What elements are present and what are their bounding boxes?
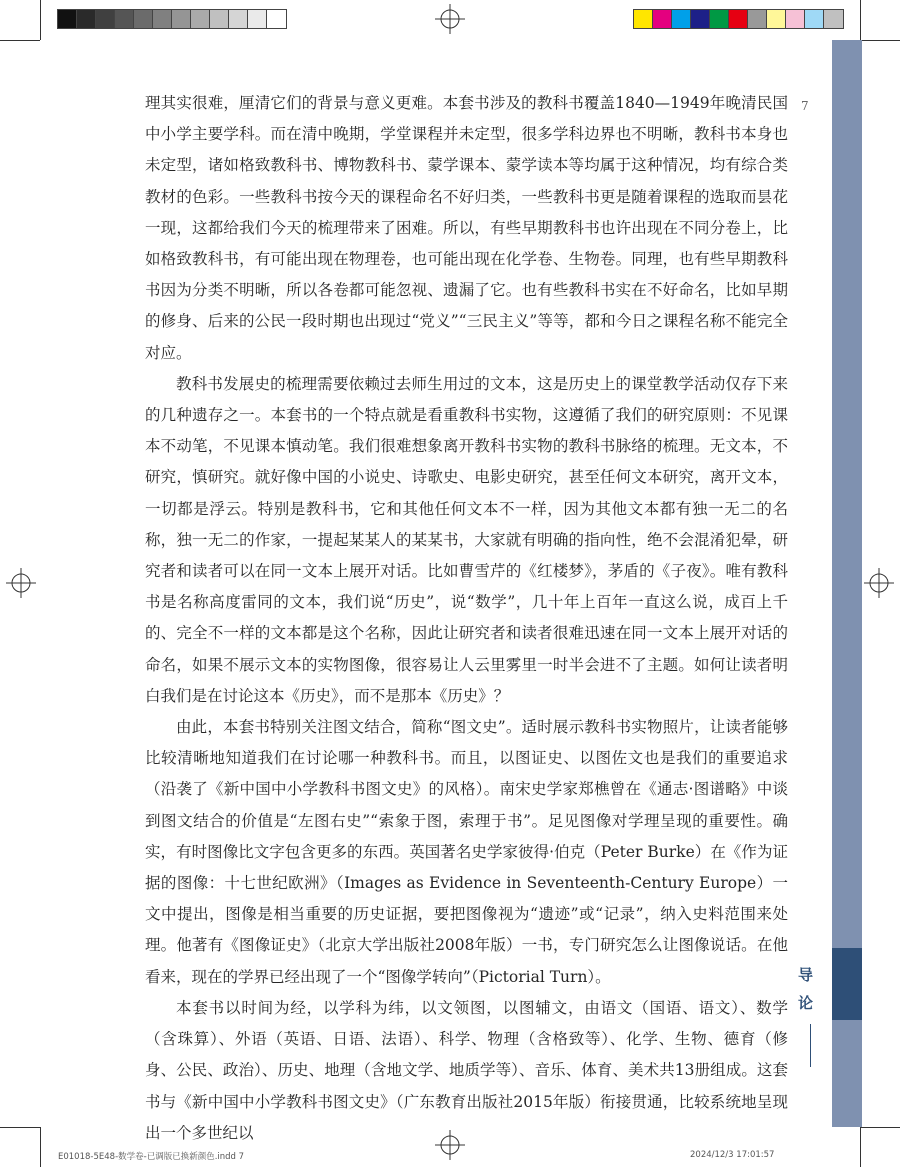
crop-mark [40,0,41,40]
body-text [145,88,788,1149]
color-swatch [134,10,153,28]
crop-mark [0,1127,40,1128]
crop-mark [860,1127,900,1128]
color-swatch [229,10,248,28]
color-swatch [634,10,653,28]
color-swatch [805,10,824,28]
color-swatch [748,10,767,28]
section-label-rule [810,1024,811,1067]
color-swatch [77,10,96,28]
color-swatch [96,10,115,28]
color-swatch [824,10,843,28]
color-swatch [248,10,267,28]
section-label-char: 导 [798,966,814,984]
color-swatch [653,10,672,28]
color-swatch [691,10,710,28]
registration-mark-icon [864,568,894,598]
crop-mark [860,0,861,40]
color-swatch [767,10,786,28]
paragraph: 教科书发展史的梳理需要依赖过去师生用过的文本，这是历史上的课堂教学活动仅存下来的几种遗存之一。本套书的一个特点就是看重教科书实物，这遵循了我们的研究原则：不见课本不动笔，不见课本慎动笔。我们很难想象离开教科书实物的教科书脉络的梳理。无文本，不研究，慎研究。就好像中国的小说史、诗歌史、电影史研究，甚至任何文本研究，离开文本，一切都是浮云。特别是教科书，它和其他任何文本不一样，因为其他文本都有独一无二的名称，独一无二的作家，一提起某某人的某某书，大家就有明确的指向性，绝不会混淆犯晕，研究者和读者可以在同一文本上展开对话。比如曹雪芹的《红楼梦》，茅盾的《子夜》。唯有教科书是名称高度雷同的文本，我们说“历史”，说“数学”，几十年上百年一直这么说，成百上千的、完全不一样的文本都是这个名称，因此让研究者和读者很难迅速在同一文本上展开对话的命名，如果不展示文本的实物图像，很容易让人云里雾里一时半会进不了主题。如何让读者明白我们是在讨论这本《历史》，而不是那本《历史》？ [145,374,788,705]
color-swatch [191,10,210,28]
paragraph: 由此，本套书特别关注图文结合，简称“图文史”。适时展示教科书实物照片，让读者能够比较清晰地知道我们在讨论哪一种教科书。而且，以图证史、以图佐文也是我们的重要追求（沿袭了《新中国中小学教科书图文史》的风格）。南宋史学家郑樵曾在《通志·图谱略》中谈到图文结合的价值是“左图右史”“索象于图，索理于书”。足见图像对学理呈现的重要性。确实，有时图像比文字包含更多的东西。英国著名史学家彼得·伯克（Peter Burke）在《作为证据的图像：十七世纪欧洲》（Images as Evidence in Seventeenth-Century Europe）一文中提出，图像是相当重要的历史证据，要把图像视为“遗迹”或“记录”，纳入史料范围来处理。他著有《图像证史》（北京大学出版社2008年版）一书，专门研究怎么让图像说话。在他看来，现在的学界已经出现了一个“图像学转向”（Pictorial Turn）。 [145,718,788,986]
color-swatch [267,10,286,28]
color-swatch [210,10,229,28]
color-swatch [672,10,691,28]
color-swatch [729,10,748,28]
page-number: 7 [801,99,809,113]
color-calibration-bar [634,10,843,28]
color-swatch [786,10,805,28]
paragraph: 本套书以时间为经，以学科为纬，以文领图，以图辅文，由语文（国语、语文）、数学（含珠算）、外语（英语、日语、法语）、科学、物理（含格致等）、化学、生物、德育（修身、公民、政治）、历史、地理（含地文学、地质学等）、音乐、体育、美术共13册组成。这套书与《新中国中小学教科书图文史》（广东教育出版社2015年版）衔接贯通，比较系统地呈现出一个多世纪以 [145,998,788,1142]
color-swatch [115,10,134,28]
registration-mark-icon [435,4,465,34]
chapter-side-tab-highlight [832,948,862,1020]
registration-mark-icon [6,568,36,598]
color-swatch [153,10,172,28]
color-swatch [58,10,77,28]
crop-mark [860,1127,861,1167]
crop-mark [860,40,900,41]
crop-mark [0,40,40,41]
section-label-char: 论 [798,994,814,1012]
slug-filename: E01018-5E48-数学卷-已调版已换新颜色.indd 7 [58,1152,245,1162]
crop-mark [40,1127,41,1167]
paragraph: 理其实很难，厘清它们的背景与意义更难。本套书涉及的教科书覆盖1840—1949年晚清民国中小学主要学科。而在清中晚期，学堂课程并未定型，很多学科边界也不明晰，教科书本身也未定型，诸如格致教科书、博物教科书、蒙学课本、蒙学读本等均属于这种情况，均有综合类教材的色彩。一些教科书按今天的课程命名不好归类，一些教科书更是随着课程的选取而昙花一现，这都给我们今天的梳理带来了困难。所以，有些早期教科书也许出现在不同分卷上，比如格致教科书，有可能出现在物理卷，也可能出现在化学卷、生物卷。同理，也有些早期教科书因为分类不明晰，所以各卷都可能忽视、遗漏了它。也有些教科书实在不好命名，比如早期的修身、后来的公民一段时期也出现过“党义”“三民主义”等等，都和今日之课程名称不能完全对应。 [145,94,788,362]
color-swatch [172,10,191,28]
grayscale-calibration-bar [58,10,286,28]
color-swatch [710,10,729,28]
slug-timestamp: 2024/12/3 17:01:57 [690,1150,775,1160]
